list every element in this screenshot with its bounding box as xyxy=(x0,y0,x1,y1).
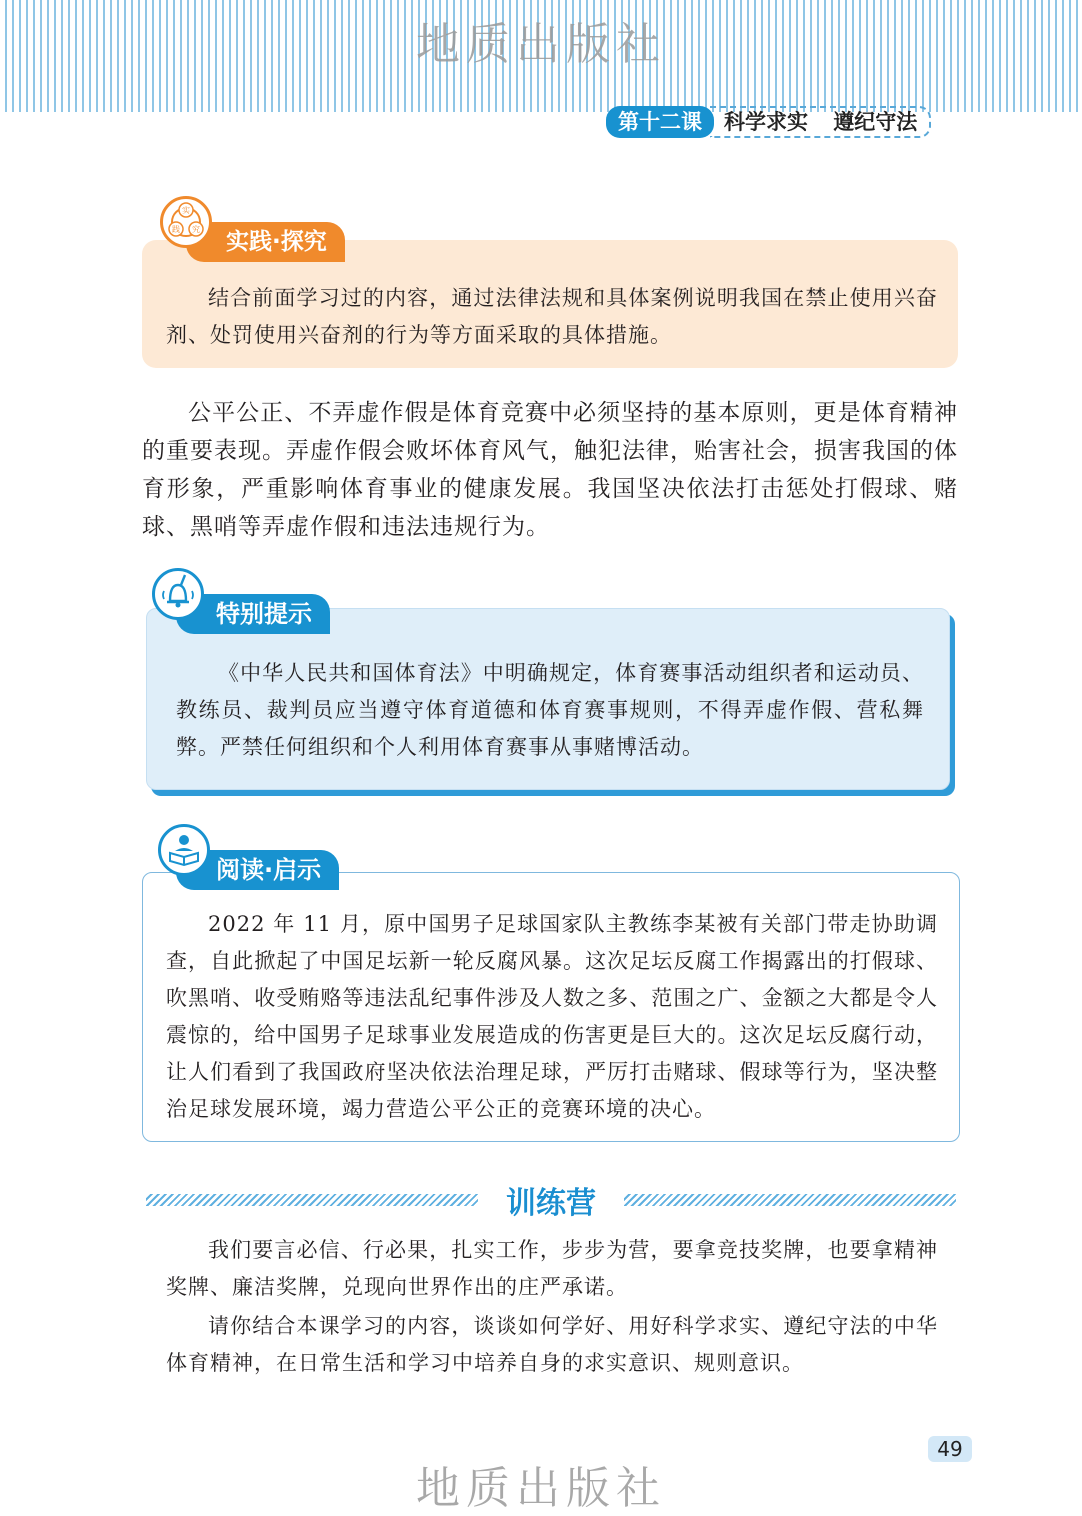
practice-text: 结合前面学习过的内容，通过法律法规和具体案例说明我国在禁止使用兴奋剂、处罚使用兴奋剂的行为等方面采取的具体措施。 xyxy=(166,286,938,347)
training-header xyxy=(146,1186,956,1221)
reading-text: 2022 年 11 月，原中国男子足球国家队主教练李某被有关部门带走协助调查，自此掀起了中国足坛新一轮反腐风暴。这次足坛反腐工作揭露出的打假球、吹黑哨、收受贿赂等违法乱纪事件涉及人数之多、范围之广、金额之大都是令人震惊的，给中国男子足球事业发展造成的伤害更是巨大的。这次足坛反腐行动，让人们看到了我国政府坚决依法治理足球，严厉打击赌球、假球等行为，坚决整治足球发展环境，竭力营造公平公正的竞赛环境的决心。 xyxy=(166,912,938,1121)
practice-title: 实践·探究 xyxy=(186,222,345,262)
svg-text:践: 践 xyxy=(172,225,180,234)
training-title: 训练营 xyxy=(506,1186,596,1221)
lesson-title: 科学求实 遵纪守法 xyxy=(710,106,931,138)
svg-text:实: 实 xyxy=(182,206,190,215)
watermark-top: 地质出版社 xyxy=(416,19,666,70)
page-number: 49 xyxy=(928,1436,972,1462)
lesson-header xyxy=(606,106,931,138)
tips-text: 《中华人民共和国体育法》中明确规定，体育赛事活动组织者和运动员、教练员、裁判员应当遵守体育道德和体育赛事规则，不得弄虚作假、营私舞弊。严禁任何组织和个人利用体育赛事从事赌博活动。 xyxy=(176,661,924,759)
reading-title: 阅读·启示 xyxy=(176,850,339,890)
svg-text:究: 究 xyxy=(192,225,200,234)
watermark-bottom: 地质出版社 xyxy=(416,1463,666,1514)
practice-icon xyxy=(160,196,212,248)
training-paragraph-2: 请你结合本课学习的内容，谈谈如何学好、用好科学求实、遵纪守法的中华体育精神，在日常生活和学习中培养自身的求实意识、规则意识。 xyxy=(166,1314,938,1375)
bell-icon xyxy=(152,568,204,620)
lesson-number: 第十二课 xyxy=(606,106,714,138)
training-paragraph-1: 我们要言必信、行必果，扎实工作，步步为营，要拿竞技奖牌，也要拿精神奖牌、廉洁奖牌，兑现向世界作出的庄严承诺。 xyxy=(166,1238,938,1299)
main-paragraph: 公平公正、不弄虚作假是体育竞赛中必须坚持的基本原则，更是体育精神的重要表现。弄虚作假会败坏体育风气，触犯法律，贻害社会，损害我国的体育形象，严重影响体育事业的健康发展。我国坚决依法打击惩处打假球、赌球、黑哨等弄虚作假和违法违规行为。 xyxy=(142,400,958,540)
reader-icon xyxy=(158,824,210,876)
tips-title: 特别提示 xyxy=(176,594,330,634)
